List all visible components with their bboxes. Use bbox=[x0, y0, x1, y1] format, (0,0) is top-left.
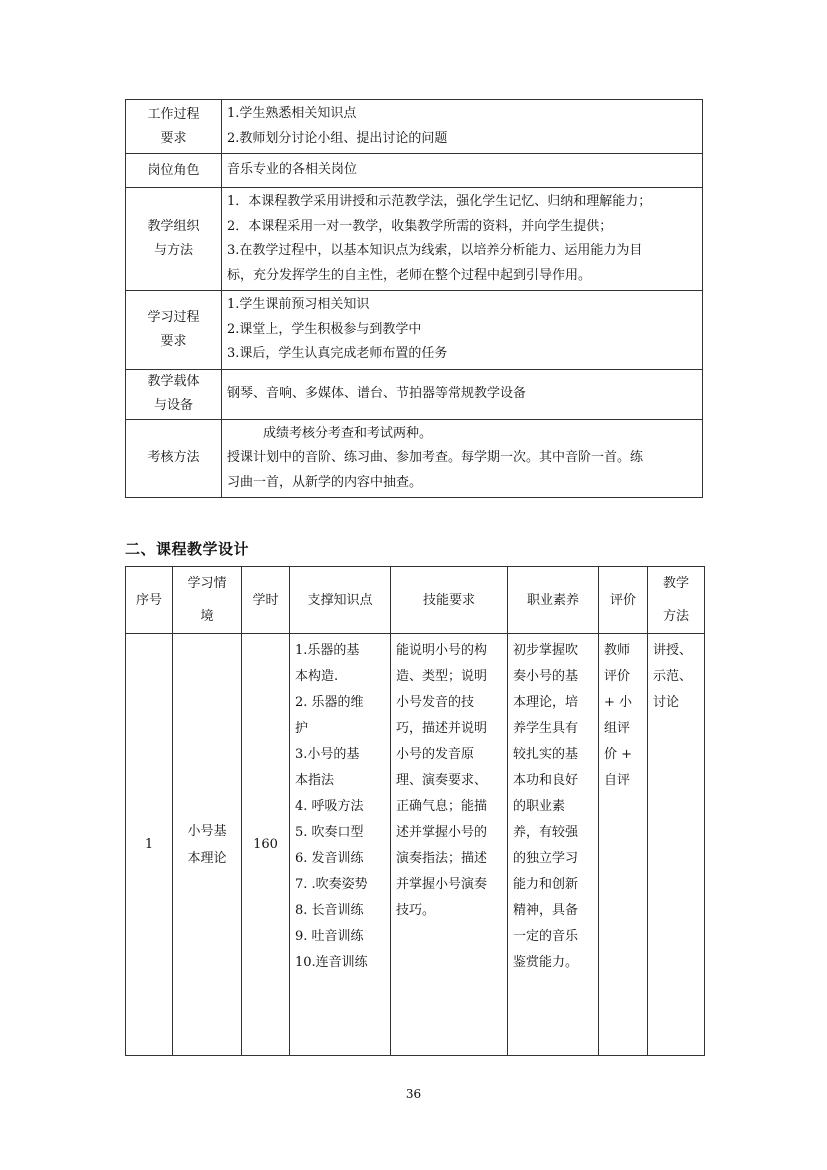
header-skills: 技能要求 bbox=[391, 567, 508, 634]
info-row bbox=[126, 291, 703, 370]
info-row bbox=[126, 154, 703, 188]
row-hours: 160 bbox=[242, 634, 290, 1056]
info-row-content: 1.学生课前预习相关知识 2.课堂上，学生积极参与到教学中 3.课后，学生认真完成老师布置的任务 bbox=[222, 291, 703, 370]
info-row bbox=[126, 369, 703, 419]
header-quality: 职业素养 bbox=[508, 567, 599, 634]
info-row-content: 1．本课程教学采用讲授和示范教学法，强化学生记忆、归纳和理解能力； 2．本课程采用一对一教学，收集教学所需的资料，并向学生提供； 3.在教学过程中，以基本知识点为线索，以培养分析能力、运用能力为目 标，充分发挥学生的自主性，老师在整个过程中起到引导作用。 bbox=[222, 188, 703, 291]
design-table-row bbox=[126, 634, 705, 1056]
row-evaluation: 教师 评价 + 小 组评 价 + 自评 bbox=[599, 634, 648, 1056]
info-row-label: 工作过程 要求 bbox=[126, 100, 222, 154]
info-row-label: 学习过程 要求 bbox=[126, 291, 222, 370]
info-row-content: 1.学生熟悉相关知识点 2.教师划分讨论小组、提出讨论的问题 bbox=[222, 100, 703, 154]
row-no: 1 bbox=[126, 634, 173, 1056]
row-method: 讲授、 示范、 讨论 bbox=[648, 634, 705, 1056]
header-method: 教学 方法 bbox=[648, 567, 705, 634]
header-evaluation: 评价 bbox=[599, 567, 648, 634]
row-knowledge: 1.乐器的基 本构造. 2. 乐器的维 护 3.小号的基 本指法 4. 呼吸方法 5. 吹奏口型 6. 发音训练 7. .吹奏姿势 8. 长音训练 9. 吐音训练 10.连音训练 bbox=[290, 634, 391, 1056]
page-number: 36 bbox=[405, 1087, 422, 1101]
info-row bbox=[126, 419, 703, 498]
row-skills: 能说明小号的构 造、类型；说明 小号发音的技 巧，描述并说明 小号的发音原 理、演奏要求、 正确气息；能描 述并掌握小号的 演奏指法；描述 并掌握小号演奏 技巧。 bbox=[391, 634, 508, 1056]
info-row-content: 成绩考核分考查和考试两种。 授课计划中的音阶、练习曲、参加考查。每学期一次。其中音阶一首。练 习曲一首，从新学的内容中抽查。 bbox=[222, 419, 703, 498]
course-design-table bbox=[125, 566, 705, 1056]
info-row-label: 教学载体 与设备 bbox=[126, 369, 222, 419]
course-info-table bbox=[125, 99, 703, 498]
info-row-label: 岗位角色 bbox=[126, 154, 222, 188]
header-hours: 学时 bbox=[242, 567, 290, 634]
info-row-label: 教学组织 与方法 bbox=[126, 188, 222, 291]
header-no: 序号 bbox=[126, 567, 173, 634]
info-row-content: 钢琴、音响、多媒体、谱台、节拍器等常规教学设备 bbox=[222, 369, 703, 419]
info-row bbox=[126, 188, 703, 291]
row-quality: 初步掌握吹 奏小号的基 本理论，培 养学生具有 较扎实的基 本功和良好 的职业素 养，有较强 的独立学习 能力和创新 精神，具备 一定的音乐 鉴赏能力。 bbox=[508, 634, 599, 1056]
header-situation: 学习情 境 bbox=[173, 567, 242, 634]
header-knowledge: 支撑知识点 bbox=[290, 567, 391, 634]
design-table-header-row bbox=[126, 567, 705, 634]
info-row bbox=[126, 100, 703, 154]
info-row-label: 考核方法 bbox=[126, 419, 222, 498]
row-situation: 小号基 本理论 bbox=[173, 634, 242, 1056]
section-title: 二、课程教学设计 bbox=[125, 540, 250, 558]
info-row-content: 音乐专业的各相关岗位 bbox=[222, 154, 703, 188]
